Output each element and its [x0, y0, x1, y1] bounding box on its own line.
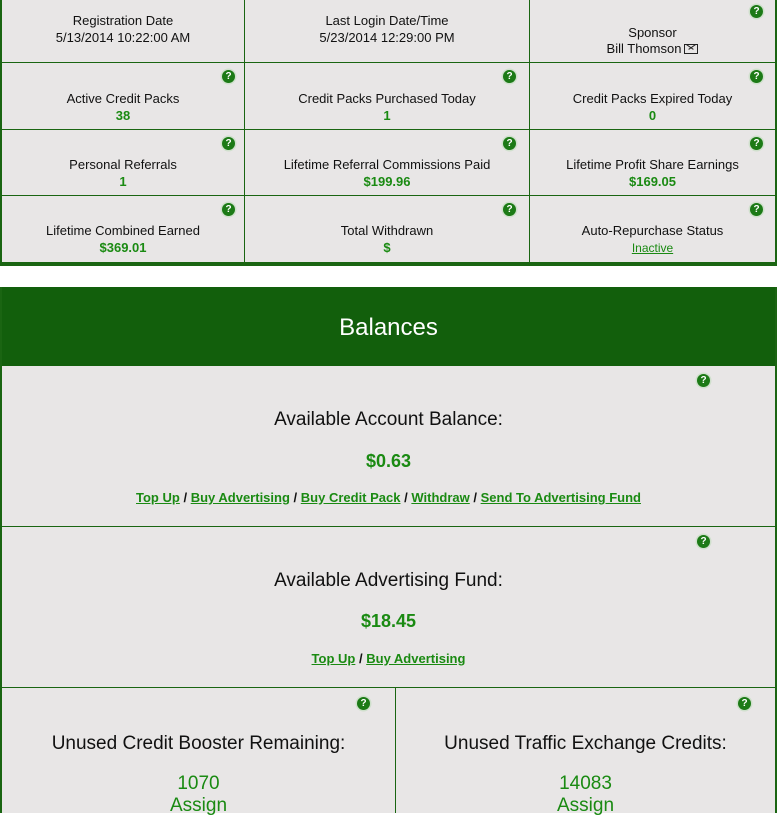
help-icon[interactable]: ?	[738, 697, 751, 710]
credit-booster-value: 1070	[177, 773, 220, 794]
balances-panel	[0, 287, 777, 816]
stat-label: Last Login Date/Time	[325, 13, 449, 28]
envelope-icon[interactable]	[684, 44, 698, 54]
help-icon[interactable]: ?	[222, 137, 235, 150]
advertising-fund-amount: $18.45	[360, 611, 417, 631]
help-icon[interactable]: ?	[222, 203, 235, 216]
credit-booster-assign-link[interactable]: Assign	[169, 795, 228, 816]
stat-credit-packs-expired-today	[530, 63, 775, 130]
help-icon[interactable]: ?	[697, 535, 710, 548]
stat-value: 5/13/2014 10:22:00 AM	[55, 30, 191, 45]
stat-last-login	[245, 0, 530, 63]
link-separator: /	[183, 490, 188, 505]
stat-value: $169.05	[629, 174, 676, 189]
account-balance-title: Available Account Balance:	[274, 409, 503, 430]
help-icon[interactable]: ?	[222, 70, 235, 83]
stat-label: Lifetime Combined Earned	[46, 223, 200, 238]
traffic-credits-assign-link[interactable]: Assign	[556, 795, 615, 816]
stat-value: $	[383, 240, 391, 255]
stat-value: $199.96	[363, 174, 411, 189]
help-icon[interactable]: ?	[357, 697, 370, 710]
help-icon[interactable]: ?	[750, 5, 763, 18]
top-up-link[interactable]: Top Up	[136, 490, 180, 505]
advertising-fund-links	[2, 651, 775, 666]
stat-lifetime-combined-earned	[2, 196, 245, 262]
balances-header: Balances	[2, 287, 775, 366]
sponsor-name: Bill Thomson	[606, 41, 682, 56]
help-icon[interactable]: ?	[750, 203, 763, 216]
stat-value: $369.01	[99, 240, 147, 255]
stat-total-withdrawn	[245, 196, 530, 262]
stat-label: Credit Packs Purchased Today	[298, 91, 476, 106]
auto-repurchase-status-link[interactable]: Inactive	[631, 241, 674, 255]
stat-lifetime-profit-share	[530, 130, 775, 196]
stat-active-credit-packs	[2, 63, 245, 130]
link-separator: /	[473, 490, 477, 505]
help-icon[interactable]: ?	[750, 137, 763, 150]
stat-label: Active Credit Packs	[66, 91, 180, 106]
stat-label: Lifetime Referral Commissions Paid	[283, 157, 491, 172]
sponsor-name-row	[530, 41, 775, 56]
buy-advertising-link[interactable]: Buy Advertising	[366, 651, 466, 666]
traffic-exchange-credits-section	[396, 688, 775, 816]
stat-label: Credit Packs Expired Today	[572, 91, 733, 106]
help-icon[interactable]: ?	[503, 203, 516, 216]
help-icon[interactable]: ?	[503, 70, 516, 83]
stat-label: Registration Date	[72, 13, 174, 28]
credit-booster-section	[2, 688, 396, 816]
stat-value: 38	[115, 108, 131, 123]
stat-auto-repurchase-status	[530, 196, 775, 262]
auto-repurchase-value	[530, 240, 775, 255]
send-to-advertising-fund-link[interactable]: Send To Advertising Fund	[480, 490, 641, 505]
stat-value: 1	[383, 108, 391, 123]
traffic-credits-value: 14083	[559, 773, 612, 794]
stat-credit-packs-purchased-today	[245, 63, 530, 130]
help-icon[interactable]: ?	[697, 374, 710, 387]
stat-sponsor	[530, 0, 775, 63]
account-stats-grid	[0, 0, 777, 266]
advertising-fund-title: Available Advertising Fund:	[274, 570, 503, 591]
top-up-link[interactable]: Top Up	[311, 651, 356, 666]
buy-advertising-link[interactable]: Buy Advertising	[190, 490, 290, 505]
advertising-fund-section	[2, 527, 775, 688]
stat-label: Total Withdrawn	[340, 223, 434, 238]
stat-lifetime-referral-commissions	[245, 130, 530, 196]
help-icon[interactable]: ?	[750, 70, 763, 83]
buy-credit-pack-link[interactable]: Buy Credit Pack	[300, 490, 401, 505]
stat-label: Personal Referrals	[69, 157, 177, 172]
account-balance-amount: $0.63	[365, 451, 412, 471]
credit-booster-title: Unused Credit Booster Remaining:	[51, 733, 346, 754]
account-balance-links	[2, 490, 775, 505]
withdraw-link[interactable]: Withdraw	[411, 490, 470, 505]
stat-label: Auto-Repurchase Status	[581, 223, 724, 238]
link-separator: /	[404, 490, 408, 505]
link-separator: /	[293, 490, 298, 505]
stat-value: 1	[119, 174, 127, 189]
stat-personal-referrals	[2, 130, 245, 196]
stat-registration-date	[2, 0, 245, 63]
link-separator: /	[358, 651, 363, 666]
stat-value: 5/23/2014 12:29:00 PM	[319, 30, 455, 45]
stat-label: Sponsor	[628, 25, 677, 40]
help-icon[interactable]: ?	[503, 137, 516, 150]
stat-value: 0	[648, 108, 657, 123]
traffic-credits-title: Unused Traffic Exchange Credits:	[444, 733, 727, 754]
account-balance-section	[2, 366, 775, 527]
stat-label: Lifetime Profit Share Earnings	[566, 157, 739, 172]
